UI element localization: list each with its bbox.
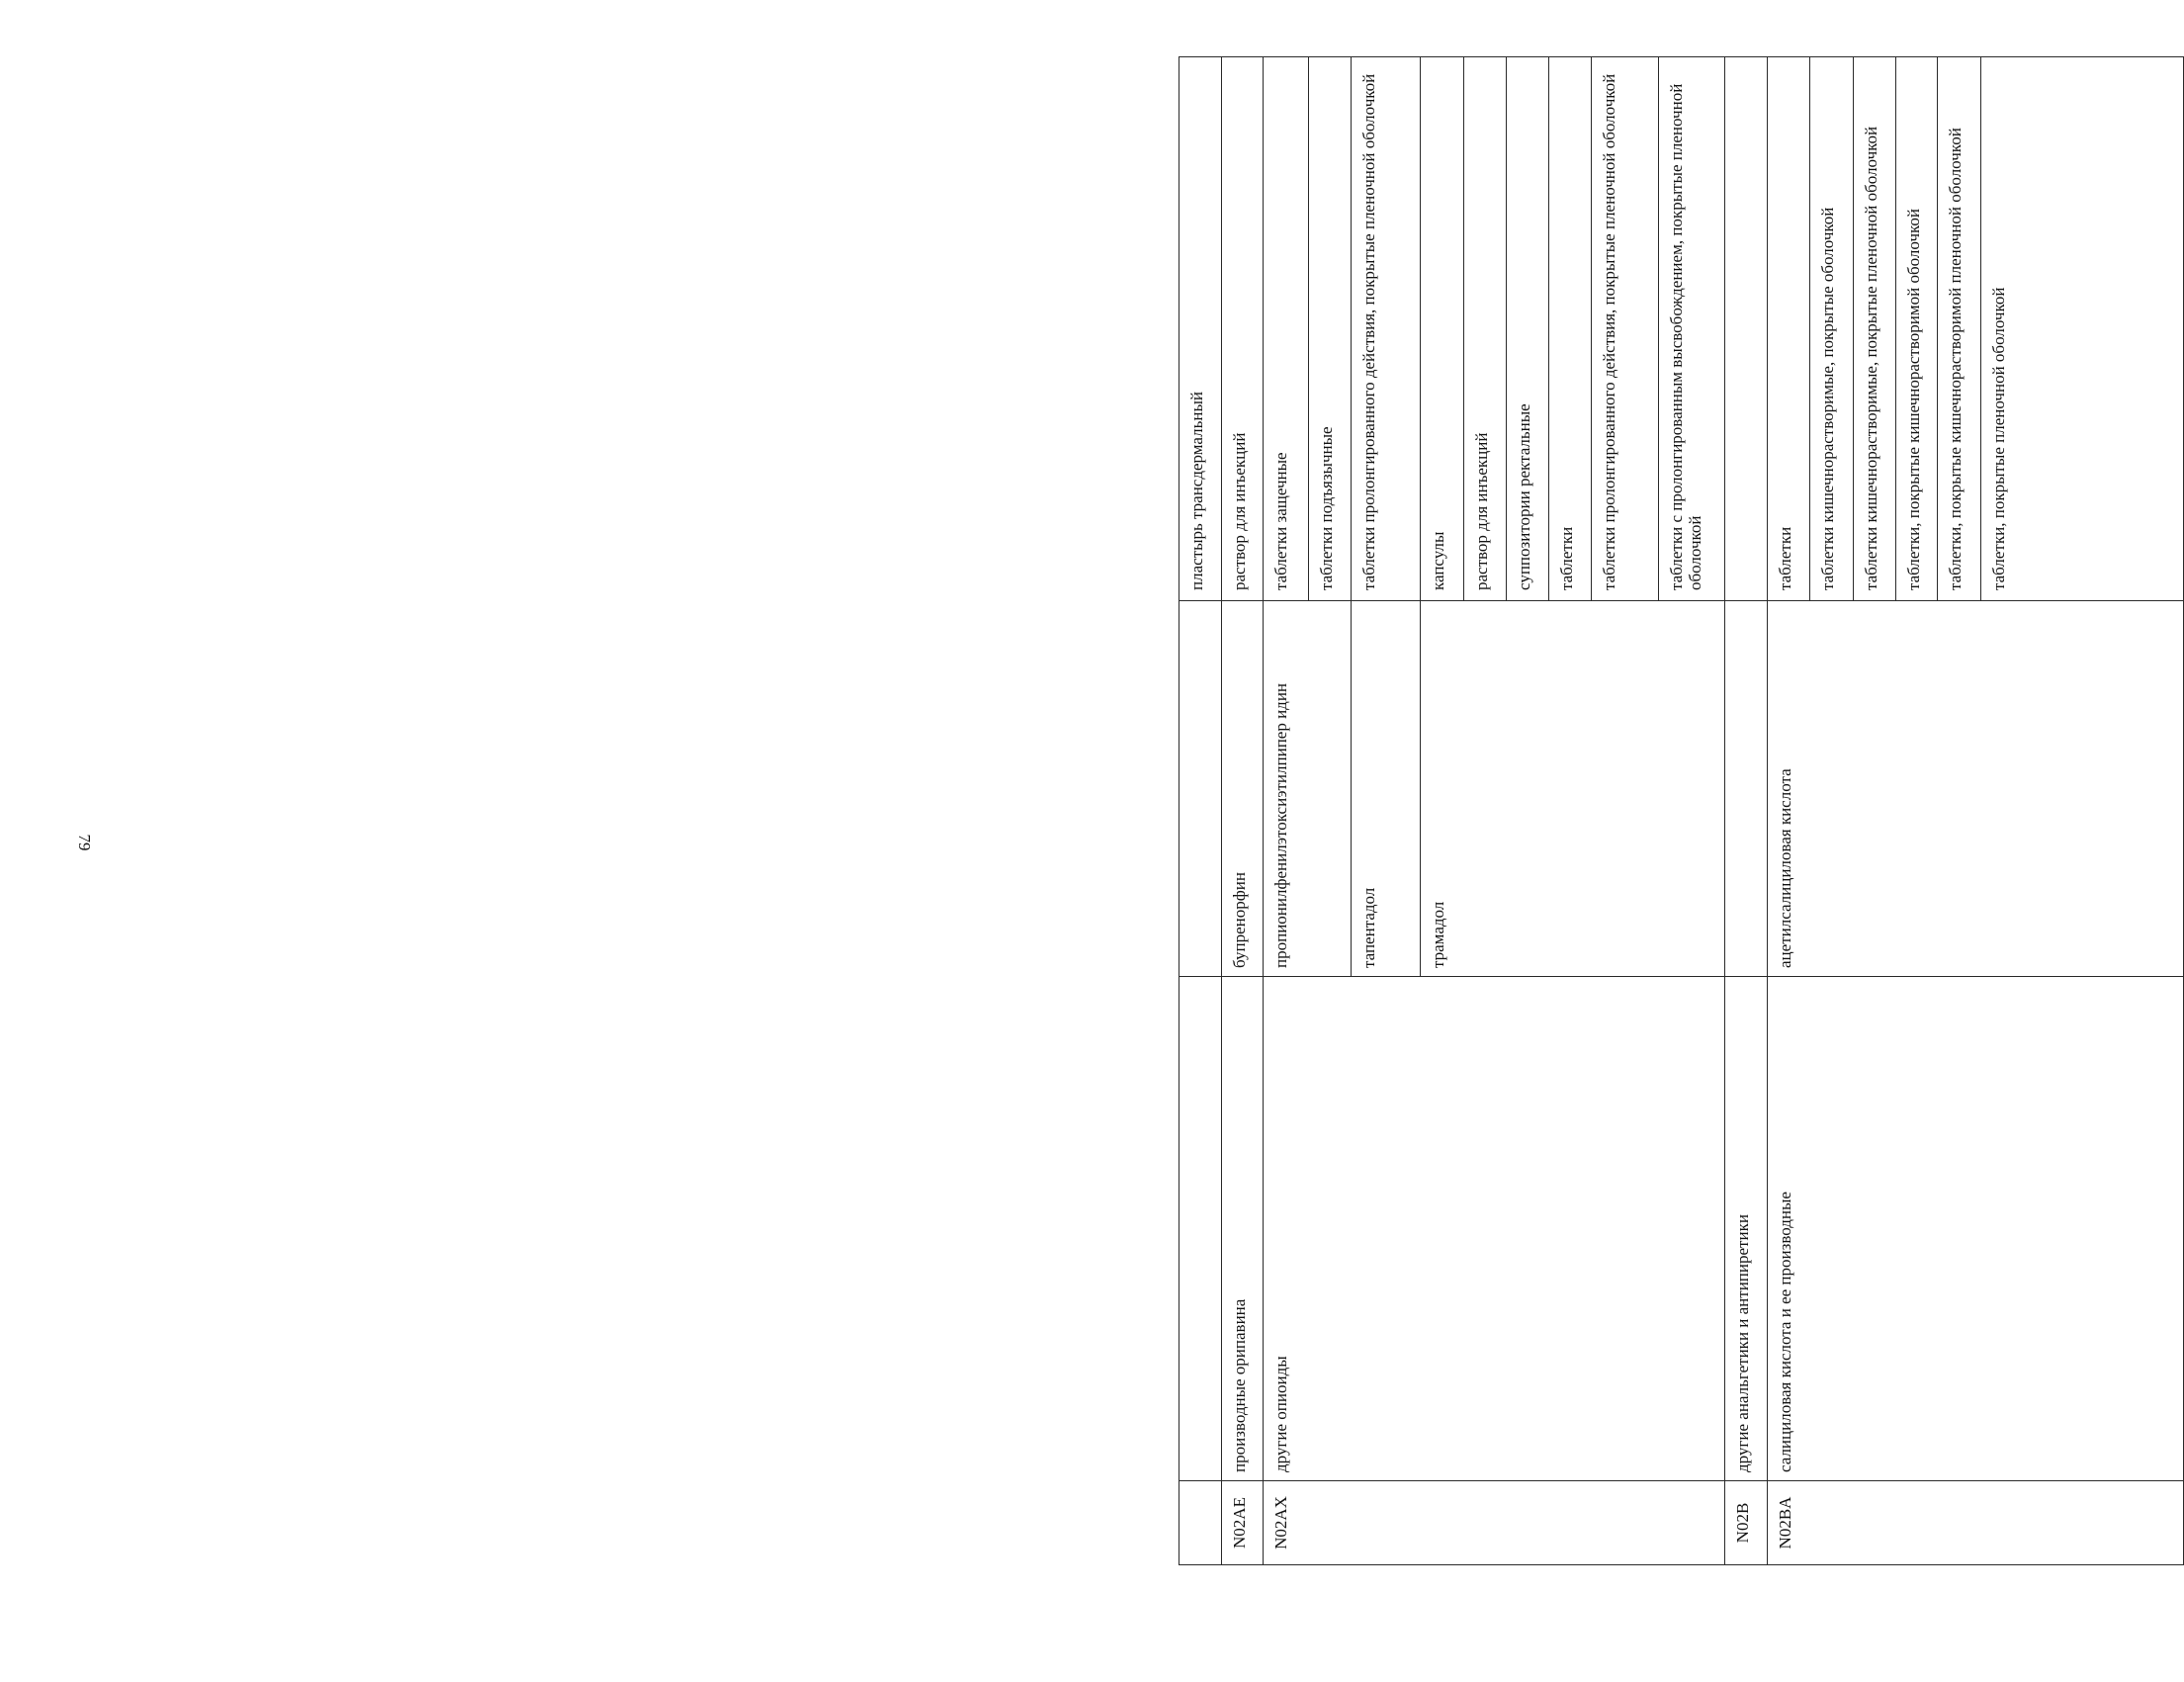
- table-row: [1725, 57, 1768, 1565]
- code-cell: [1981, 1481, 2184, 1565]
- code-cell: [1810, 1481, 1854, 1565]
- substance-cell: [1896, 601, 1938, 977]
- group-cell: [1981, 977, 2184, 1481]
- form-cell: раствор для инъекций: [1464, 57, 1507, 601]
- medicines-table: [1179, 56, 2184, 1565]
- form-cell: таблетки, покрытые кишечнорастворимой пленочной оболочкой: [1938, 57, 1981, 601]
- group-cell: [1592, 977, 1659, 1481]
- table-row: [1421, 57, 1464, 1565]
- group-cell: [1507, 977, 1549, 1481]
- table-row: [1938, 57, 1981, 1565]
- substance-cell: [1464, 601, 1507, 977]
- substance-cell: [1549, 601, 1592, 977]
- code-cell: [1352, 1481, 1421, 1565]
- substance-cell: [1659, 601, 1725, 977]
- group-cell: [1896, 977, 1938, 1481]
- table-row: [1810, 57, 1854, 1565]
- table-row: [1264, 57, 1309, 1565]
- form-cell: таблетки пролонгированного действия, покрытые пленочной оболочкой: [1592, 57, 1659, 601]
- form-cell: таблетки: [1768, 57, 1810, 601]
- code-cell: N02AX: [1264, 1481, 1309, 1565]
- substance-cell: [1854, 601, 1896, 977]
- substance-cell: [1810, 601, 1854, 977]
- table-row: [1309, 57, 1352, 1565]
- group-cell: [1810, 977, 1854, 1481]
- code-cell: [1896, 1481, 1938, 1565]
- group-cell: [1309, 977, 1352, 1481]
- substance-cell: бупренорфин: [1222, 601, 1264, 977]
- form-cell: таблетки с пролонгированным высвобождением, покрытые пленочной оболочкой: [1659, 57, 1725, 601]
- substance-cell: [1938, 601, 1981, 977]
- code-cell: [1938, 1481, 1981, 1565]
- table-row: [1549, 57, 1592, 1565]
- substance-cell: [1179, 601, 1222, 977]
- group-cell: [1464, 977, 1507, 1481]
- form-cell: таблетки кишечнорастворимые, покрытые пленочной оболочкой: [1854, 57, 1896, 601]
- group-cell: [1549, 977, 1592, 1481]
- page-number: 79: [75, 834, 94, 851]
- form-cell: [1725, 57, 1768, 601]
- code-cell: [1464, 1481, 1507, 1565]
- code-cell: [1549, 1481, 1592, 1565]
- group-cell: [1659, 977, 1725, 1481]
- substance-cell: ацетилсалициловая кислота: [1768, 601, 1810, 977]
- form-cell: суппозитории ректальные: [1507, 57, 1549, 601]
- code-cell: [1659, 1481, 1725, 1565]
- code-cell: [1309, 1481, 1352, 1565]
- code-cell: N02AE: [1222, 1481, 1264, 1565]
- table-row: [1896, 57, 1938, 1565]
- form-cell: таблетки, покрытые пленочной оболочкой: [1981, 57, 2184, 601]
- substance-cell: [1725, 601, 1768, 977]
- form-cell: раствор для инъекций: [1222, 57, 1264, 601]
- substance-cell: трамадол: [1421, 601, 1464, 977]
- group-cell: салициловая кислота и ее производные: [1768, 977, 1810, 1481]
- table-row: [1981, 57, 2184, 1565]
- table-row: [1768, 57, 1810, 1565]
- table-row: [1464, 57, 1507, 1565]
- form-cell: пластырь трансдермальный: [1179, 57, 1222, 601]
- substance-cell: [1981, 601, 2184, 977]
- group-cell: другие опиоиды: [1264, 977, 1309, 1481]
- form-cell: таблетки подъязычные: [1309, 57, 1352, 601]
- group-cell: производные орипавина: [1222, 977, 1264, 1481]
- code-cell: [1179, 1481, 1222, 1565]
- code-cell: N02BA: [1768, 1481, 1810, 1565]
- substance-cell: [1592, 601, 1659, 977]
- table-row: [1179, 57, 1222, 1565]
- code-cell: N02B: [1725, 1481, 1768, 1565]
- table-row: [1222, 57, 1264, 1565]
- form-cell: капсулы: [1421, 57, 1464, 601]
- form-cell: таблетки: [1549, 57, 1592, 601]
- group-cell: [1938, 977, 1981, 1481]
- code-cell: [1421, 1481, 1464, 1565]
- group-cell: [1352, 977, 1421, 1481]
- group-cell: [1854, 977, 1896, 1481]
- form-cell: таблетки защечные: [1264, 57, 1309, 601]
- table-row: [1592, 57, 1659, 1565]
- code-cell: [1592, 1481, 1659, 1565]
- group-cell: другие анальгетики и антипиретики: [1725, 977, 1768, 1481]
- table-row: [1507, 57, 1549, 1565]
- substance-cell: [1507, 601, 1549, 977]
- table-row: [1854, 57, 1896, 1565]
- substance-cell: [1309, 601, 1352, 977]
- form-cell: таблетки, покрытые кишечнорастворимой оболочкой: [1896, 57, 1938, 601]
- substance-cell: пропионилфенилэтоксиэтилпипер идин: [1264, 601, 1309, 977]
- form-cell: таблетки кишечнорастворимые, покрытые оболочкой: [1810, 57, 1854, 601]
- rotated-sheet: [173, 57, 2008, 1565]
- group-cell: [1421, 977, 1464, 1481]
- form-cell: таблетки пролонгированного действия, покрытые пленочной оболочкой: [1352, 57, 1421, 601]
- code-cell: [1854, 1481, 1896, 1565]
- substance-cell: тапентадол: [1352, 601, 1421, 977]
- code-cell: [1507, 1481, 1549, 1565]
- table-row: [1659, 57, 1725, 1565]
- table-row: [1352, 57, 1421, 1565]
- group-cell: [1179, 977, 1222, 1481]
